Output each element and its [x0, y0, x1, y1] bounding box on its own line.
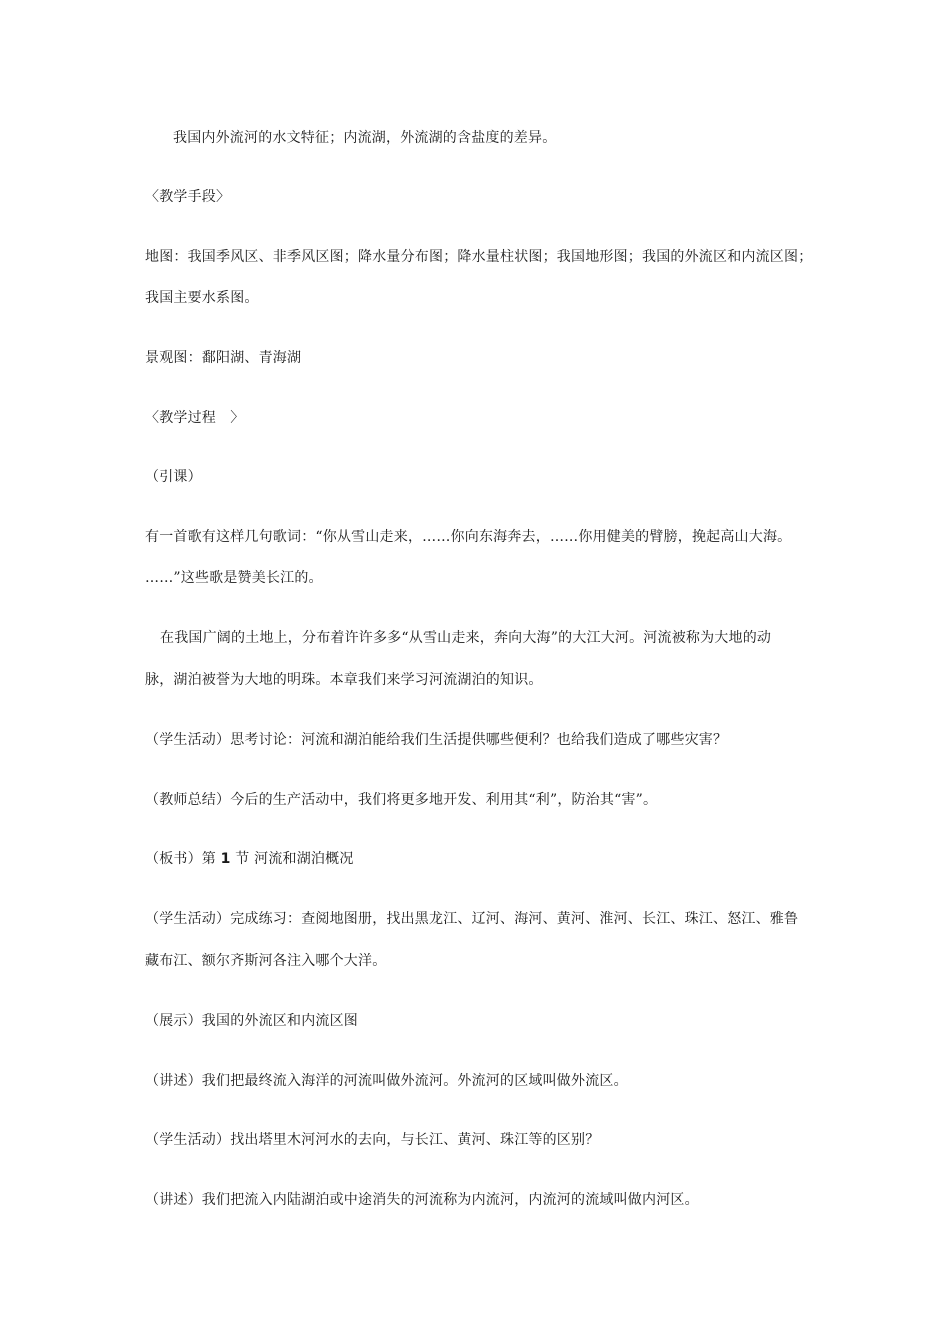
paragraph-exercise-line2: 藏布江、额尔齐斯河各注入哪个大洋。: [145, 953, 387, 969]
board-heading-number: 1: [220, 851, 231, 867]
paragraph-display-map: （展示）我国的外流区和内流区图: [145, 1013, 358, 1029]
paragraph-maps-line2: 我国主要水系图。: [145, 290, 259, 306]
paragraph-board-heading: [145, 849, 354, 869]
paragraph-student-discussion: （学生活动）思考讨论：河流和湖泊能给我们生活提供哪些便利？也给我们造成了哪些灾害？: [145, 732, 728, 748]
paragraph-landscape-images: 景观图：鄱阳湖、青海湖: [145, 350, 302, 366]
paragraph-song-line1: 有一首歌有这样几句歌词：“你从雪山走来，……你向东海奔去，……你用健美的臂膀，挽起高山大海。: [145, 529, 792, 545]
paragraph-tarim-river: （学生活动）找出塔里木河河水的去向，与长江、黄河、珠江等的区别？: [145, 1132, 600, 1148]
paragraph-maps-line1: 地图：我国季风区、非季风区图；降水量分布图；降水量柱状图；我国地形图；我国的外流区和内流区图；: [145, 249, 813, 265]
paragraph-teacher-summary: （教师总结）今后的生产活动中，我们将更多地开发、利用其“利”，防治其“害”。: [145, 792, 658, 808]
paragraph-hydrology-features: 我国内外流河的水文特征；内流湖，外流湖的含盐度的差异。: [173, 130, 557, 146]
paragraph-exercise-line1: （学生活动）完成练习：查阅地图册，找出黑龙江、辽河、海河、黄河、淮河、长江、珠江、怒江、雅鲁: [145, 911, 799, 927]
label-lead-in: （引课）: [145, 469, 202, 485]
paragraph-interior-river: （讲述）我们把流入内陆湖泊或中途消失的河流称为内流河，内流河的流域叫做内河区。: [145, 1192, 699, 1208]
board-heading-prefix: （板书）第: [145, 851, 216, 867]
paragraph-rivers-line2: 脉，湖泊被誉为大地的明珠。本章我们来学习河流湖泊的知识。: [145, 672, 543, 688]
section-heading-teaching-process: 〈教学过程 〉: [145, 410, 245, 426]
paragraph-song-line2: ……”这些歌是赞美长江的。: [145, 570, 323, 586]
board-heading-suffix: 节 河流和湖泊概况: [235, 851, 354, 867]
paragraph-rivers-line1: 在我国广阔的土地上，分布着许许多多“从雪山走来，奔向大海”的大江大河。河流被称为大地的动: [160, 630, 772, 646]
paragraph-exterior-river: （讲述）我们把最终流入海洋的河流叫做外流河。外流河的区域叫做外流区。: [145, 1073, 628, 1089]
section-heading-teaching-means: 〈教学手段〉: [145, 189, 231, 205]
